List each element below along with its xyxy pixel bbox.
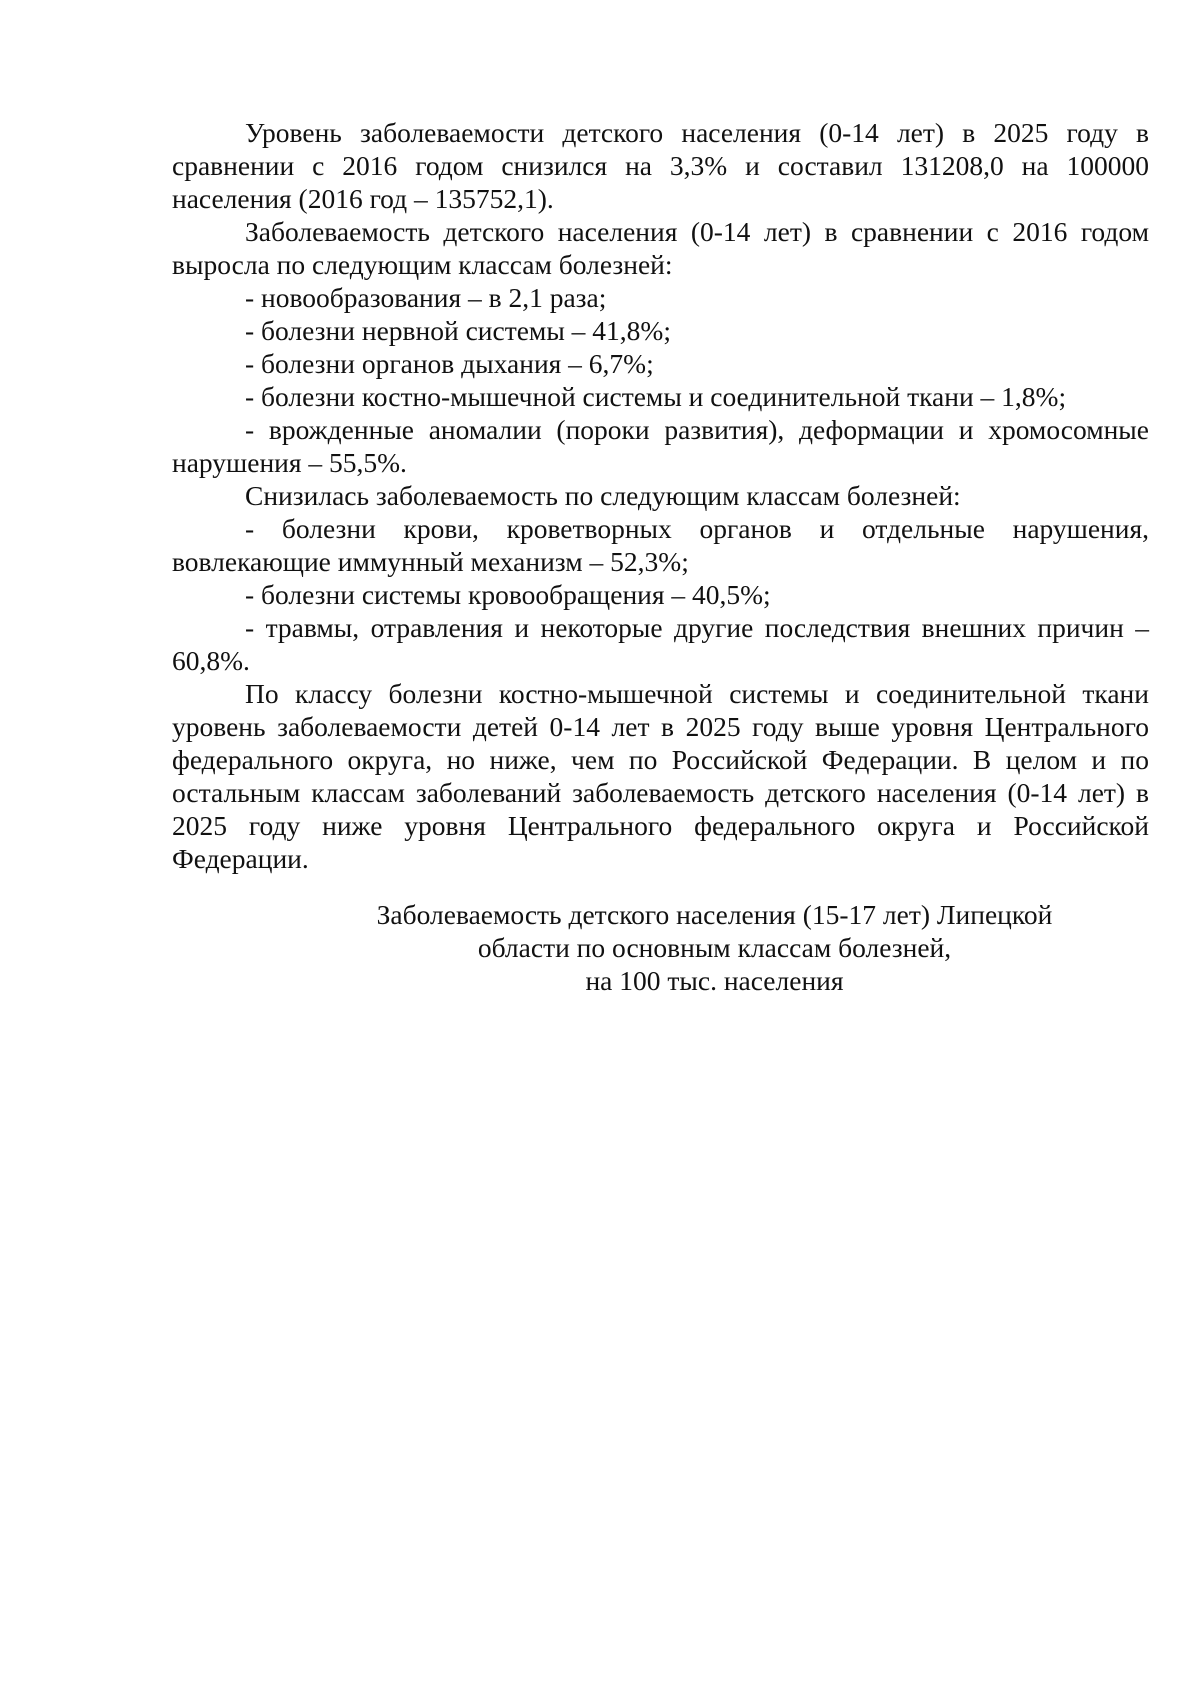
list-item-blood-diseases: - болезни крови, кроветворных органов и отдельные нарушения, вовлекающие иммунный механизм – 52,3%;	[172, 513, 1149, 577]
paragraph-overall-morbidity: Уровень заболеваемости детского населения (0-14 лет) в 2025 году в сравнении с 2016 годом снизился на 3,3% и составил 131208,0 на 100000 населения (2016 год – 135752,1).	[172, 117, 1149, 214]
list-item-congenital-anomalies: - врожденные аномалии (пороки развития), деформации и хромосомные нарушения – 55,5%.	[172, 414, 1149, 478]
paragraph-decrease-intro: Снизилась заболеваемость по следующим классам болезней:	[245, 480, 961, 511]
list-item-nervous-system: - болезни нервной системы – 41,8%;	[245, 315, 671, 346]
list-item-injuries: - травмы, отравления и некоторые другие последствия внешних причин – 60,8%.	[172, 612, 1149, 676]
caption-line-2: области по основным классам болезней,	[477, 932, 952, 963]
list-item-respiratory: - болезни органов дыхания – 6,7%;	[245, 348, 654, 379]
caption-line-3: на 100 тыс. населения	[585, 965, 844, 996]
caption-line-1: Заболеваемость детского населения (15-17 лет) Липецкой	[376, 899, 1053, 930]
list-item-musculoskeletal: - болезни костно-мышечной системы и соединительной ткани – 1,8%;	[245, 381, 1067, 412]
list-item-neoplasms: - новообразования – в 2,1 раза;	[245, 282, 607, 313]
table-caption	[172, 898, 1149, 997]
list-item-circulatory: - болезни системы кровообращения – 40,5%;	[245, 579, 771, 610]
paragraph-increase-intro: Заболеваемость детского населения (0-14 лет) в сравнении с 2016 годом выросла по следующим классам болезней:	[172, 216, 1149, 280]
paragraph-regional-comparison: По классу болезни костно-мышечной системы и соединительной ткани уровень заболеваемости детей 0-14 лет в 2025 году выше уровня Центрального федерального округа, но ниже, чем по Российской Федерации. В целом и по остальным классам заболеваний заболеваемость детского населения (0-14 лет) в 2025 году ниже уровня Центрального федерального округа и Российской Федерации.	[172, 678, 1149, 874]
document-body	[172, 116, 1149, 875]
